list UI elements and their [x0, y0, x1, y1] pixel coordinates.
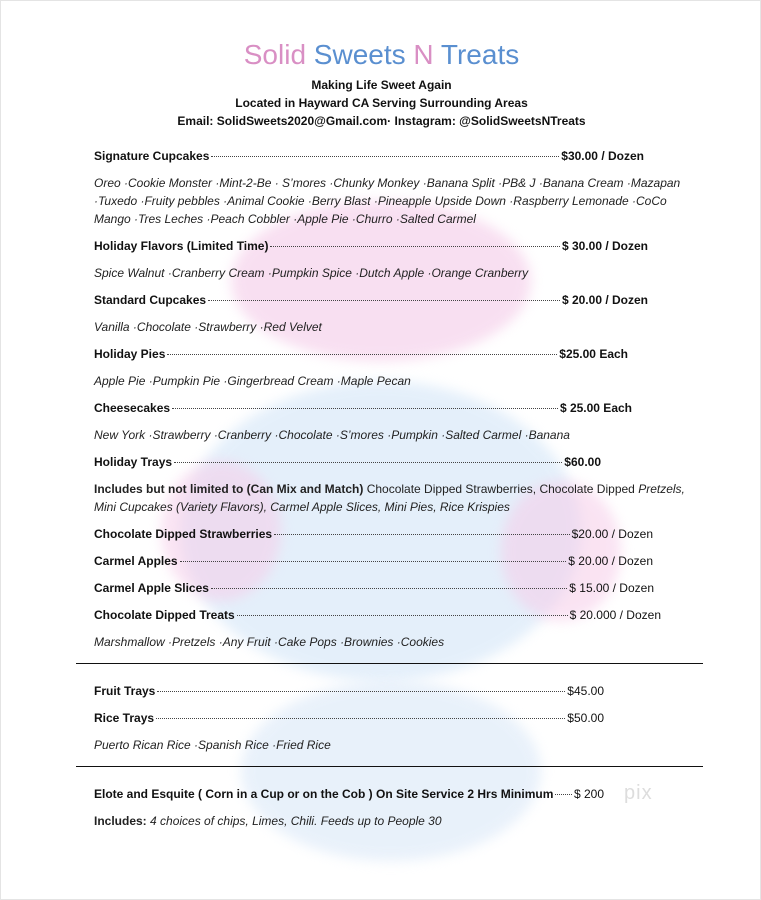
- tray-contents-text: Pretzels, Mini Cupcakes (Variety Flavors), Carmel Apple Slices, Mini Pies, Rice Krispies: [94, 482, 685, 514]
- item-name: Chocolate Dipped Treats: [94, 608, 235, 622]
- item-name: Holiday Pies: [94, 347, 166, 361]
- leader-dots: [180, 561, 567, 562]
- flavor-list: Oreo ·Cookie Monster ·Mint-2-Be · S’mores ·Chunky Monkey ·Banana Split ·PB& J ·Banana Cream ·Mazapan ·Tuxedo ·Fruity pebbles ·Animal Cookie ·Berry Blast ·Pineapple Upside Down ·Raspberry Lemonade ·CoCo Mango ·Tres Leches ·Peach Cobbler ·Apple Pie ·Churro ·Salted Carmel: [94, 176, 681, 226]
- item-name: Signature Cupcakes: [94, 149, 210, 163]
- menu-item: [94, 237, 648, 255]
- item-name: Standard Cupcakes: [94, 293, 207, 307]
- item-price: $ 25.00 Each: [559, 401, 632, 415]
- item-price: $20.00 / Dozen: [571, 527, 653, 541]
- leader-dots: [157, 691, 565, 692]
- includes-label: Includes:: [94, 814, 147, 828]
- item-name: Fruit Trays: [94, 684, 156, 698]
- divider: [76, 663, 703, 664]
- menu-item: [94, 147, 644, 165]
- leader-dots: [555, 794, 572, 795]
- title-word: Treats: [440, 39, 520, 70]
- menu-item: [94, 552, 653, 570]
- menu-item: [94, 453, 601, 471]
- item-name: Carmel Apples: [94, 554, 178, 568]
- leader-dots: [156, 718, 565, 719]
- flavor-list: Vanilla ·Chocolate ·Strawberry ·Red Velvet: [94, 320, 322, 334]
- location: Located in Hayward CA Serving Surrounding Areas: [235, 96, 528, 110]
- menu-item: [94, 682, 604, 700]
- item-price: $ 20.000 / Dozen: [569, 608, 661, 622]
- includes-label: Includes but not limited to (Can Mix and Match): [94, 482, 364, 496]
- tagline: Making Life Sweet Again: [311, 78, 452, 92]
- title-word: Sweets: [313, 39, 406, 70]
- item-price: $30.00 / Dozen: [561, 149, 644, 163]
- divider: [76, 766, 703, 767]
- leader-dots: [270, 246, 559, 247]
- item-price: $ 200: [573, 787, 604, 801]
- leader-dots: [174, 462, 562, 463]
- item-name: Holiday Trays: [94, 455, 173, 469]
- leader-dots: [172, 408, 558, 409]
- item-price: $ 30.00 / Dozen: [561, 239, 648, 253]
- leader-dots: [167, 354, 557, 355]
- flavor-list: Marshmallow ·Pretzels ·Any Fruit ·Cake Pops ·Brownies ·Cookies: [94, 635, 445, 649]
- business-name: [1, 39, 761, 71]
- menu-item: [94, 709, 604, 727]
- item-name: Cheesecakes: [94, 401, 171, 415]
- tray-contents: [94, 480, 694, 516]
- watermark-text: pix: [624, 782, 653, 804]
- flavor-list: New York ·Strawberry ·Cranberry ·Chocolate ·S’mores ·Pumpkin ·Salted Carmel ·Banana: [94, 428, 570, 442]
- contact-info: Email: SolidSweets2020@Gmail.com· Instagram: @SolidSweetsNTreats: [177, 114, 586, 128]
- flavor-list: Apple Pie ·Pumpkin Pie ·Gingerbread Cream ·Maple Pecan: [94, 374, 411, 388]
- menu-item: [94, 399, 632, 417]
- item-name: Rice Trays: [94, 711, 155, 725]
- title-word: Solid: [243, 39, 307, 70]
- item-price: $50.00: [567, 711, 604, 725]
- menu-item: [94, 345, 628, 363]
- item-name: Carmel Apple Slices: [94, 581, 209, 595]
- menu-item: [94, 579, 654, 597]
- menu-item: [94, 291, 648, 309]
- item-price: $45.00: [567, 684, 604, 698]
- includes-text: 4 choices of chips, Limes, Chili. Feeds up to People 30: [150, 814, 442, 828]
- item-name: Chocolate Dipped Strawberries: [94, 527, 273, 541]
- elote-includes: [94, 812, 694, 830]
- menu-item: [94, 525, 653, 543]
- menu-item: [94, 606, 661, 624]
- item-price: $ 20.00 / Dozen: [561, 293, 648, 307]
- leader-dots: [208, 300, 560, 301]
- leader-dots: [211, 588, 567, 589]
- item-price: $60.00: [564, 455, 601, 469]
- menu-item: [94, 782, 653, 804]
- flavor-list: Puerto Rican Rice ·Spanish Rice ·Fried Rice: [94, 738, 331, 752]
- item-name: Holiday Flavors (Limited Time): [94, 239, 269, 253]
- leader-dots: [211, 156, 559, 157]
- item-price: $25.00 Each: [559, 347, 628, 361]
- title-word: N: [413, 39, 434, 70]
- leader-dots: [274, 534, 570, 535]
- leader-dots: [237, 615, 568, 616]
- flavor-list: Spice Walnut ·Cranberry Cream ·Pumpkin Spice ·Dutch Apple ·Orange Cranberry: [94, 266, 529, 280]
- item-name: Elote and Esquite ( Corn in a Cup or on the Cob ) On Site Service 2 Hrs Minimum: [94, 787, 554, 801]
- item-price: $ 15.00 / Dozen: [569, 581, 654, 595]
- item-price: $ 20.00 / Dozen: [568, 554, 653, 568]
- menu-list: [94, 147, 704, 839]
- tray-contents-text: Chocolate Dipped Strawberries, Chocolate Dipped: [366, 482, 635, 496]
